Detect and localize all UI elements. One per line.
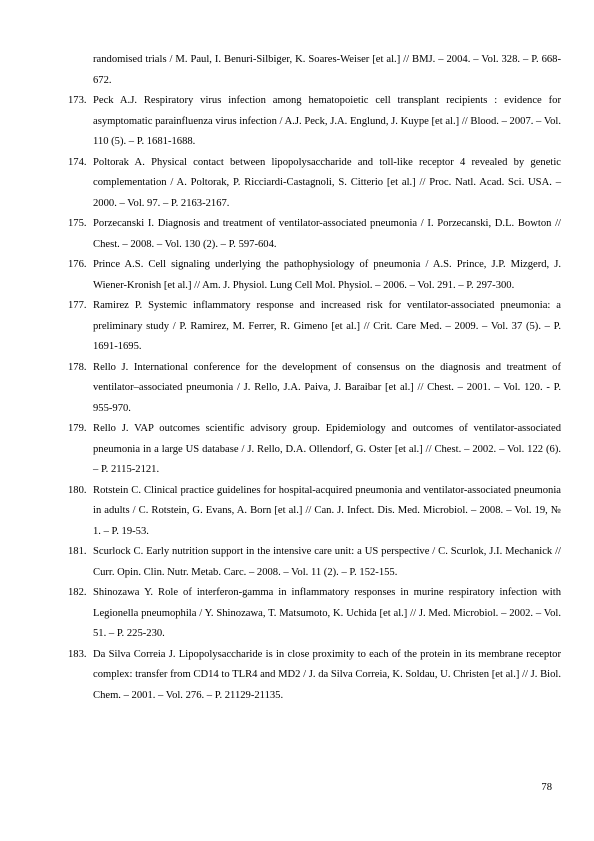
reference-item [68,255,561,296]
reference-number: 176. [68,259,87,270]
reference-number: 174. [68,156,87,168]
reference-number: 181. [68,546,87,557]
reference-number: 175. [68,218,87,229]
reference-list [68,50,561,706]
reference-item [68,91,561,153]
reference-number: 178. [68,361,87,373]
reference-number: 183. [68,648,87,660]
reference-continuation [93,50,561,91]
reference-number: 180. [68,484,87,496]
page-number: 78 [541,782,552,793]
reference-number: 179. [68,423,87,434]
reference-text: Ramirez P. Systemic inflammatory response and increased risk for ventilator-associated pneumonia: a preliminary study / P. Ramirez, M. Ferrer, R. Gimeno [et al.] // Crit. Care Med. – 2009. – Vol. 37 (5). – P. 1691-1695. [93,300,561,352]
reference-number: 182. [68,587,87,598]
reference-item [68,583,561,645]
reference-text: Rello J. International conference for the development of consensus on the diagnosis and treatment of ventilator–associated pneumonia / J. Rello, J.A. Paiva, J. Baraibar [et al.] // Chest. – 2001. – Vol. 120. - P. 955-970. [93,361,561,414]
reference-text: Porzecanski I. Diagnosis and treatment of ventilator-associated pneumonia / I. Porzecanski, D.L. Bowton // Chest. – 2008. – Vol. 130 (2). – P. 597-604. [93,218,561,250]
reference-text: Rello J. VAP outcomes scientific advisory group. Epidemiology and outcomes of ventilator-associated pneumonia in a large US database / J. Rello, D.A. Ollendorf, G. Oster [et al.] // Chest. – 2002. – Vol. 122 (6). – P. 2115-2121. [93,423,561,475]
reference-item [68,481,561,543]
reference-continuation-text: randomised trials / M. Paul, I. Benuri-Silbiger, K. Soares-Weiser [et al.] // BMJ. – 2004. – Vol. 328. – P. 668-672. [93,54,561,86]
reference-number: 173. [68,95,87,106]
reference-item [68,153,561,215]
reference-number: 177. [68,300,87,311]
reference-text: Prince A.S. Cell signaling underlying the pathophysiology of pneumonia / A.S. Prince, J.P. Mizgerd, J. Wiener-Kronish [et al.] // Am. J. Physiol. Lung Cell Mol. Physiol. – 2006. – Vol. 291. – P. 297-300. [93,259,561,291]
reference-text: Peck A.J. Respiratory virus infection among hematopoietic cell transplant recipients : evidence for asymptomatic parainfluenza virus infection / A.J. Peck, J.A. Englund, J. Kuype [et al.] // Blood. – 2007. – Vol. 110 (5). – P. 1681-1688. [93,95,561,147]
reference-item [68,419,561,481]
reference-item [68,542,561,583]
reference-item [68,645,561,707]
reference-text: Shinozawa Y. Role of interferon-gamma in inflammatory responses in murine respiratory infection with Legionella pneumophila / Y. Shinozawa, T. Matsumoto, K. Uchida [et al.] // J. Med. Microbiol. – 2002. – Vol. 51. – P. 225-230. [93,587,561,639]
reference-item [68,358,561,420]
reference-text: Poltorak A. Physical contact between lipopolysaccharide and toll-like receptor 4 revealed by genetic complementation / A. Poltorak, P. Ricciardi-Castagnoli, S. Citterio [et al.] // Proc. Natl. Acad. Sci. USA. – 2000. – Vol. 97. – P. 2163-2167. [93,156,561,209]
reference-item [68,296,561,358]
reference-text: Scurlock C. Early nutrition support in the intensive care unit: a US perspective / C. Scurlok, J.I. Mechanick // Curr. Opin. Clin. Nutr. Metab. Carc. – 2008. – Vol. 11 (2). – P. 152-155. [93,546,561,578]
reference-text: Rotstein C. Clinical practice guidelines for hospital-acquired pneumonia and ventilator-associated pneumonia in adults / C. Rotstein, G. Evans, A. Born [et al.] // Can. J. Infect. Dis. Med. Microbiol. – 2008. – Vol. 19, № 1. – P. 19-53. [93,484,561,537]
reference-item [68,214,561,255]
reference-text: Da Silva Correia J. Lipopolysaccharide is in close proximity to each of the protein in its membrane receptor complex: transfer from CD14 to TLR4 and MD2 / J. da Silva Correia, K. Soldau, U. Christen [et al.] // J. Biol. Chem. – 2001. – Vol. 276. – P. 21129-21135. [93,648,561,701]
